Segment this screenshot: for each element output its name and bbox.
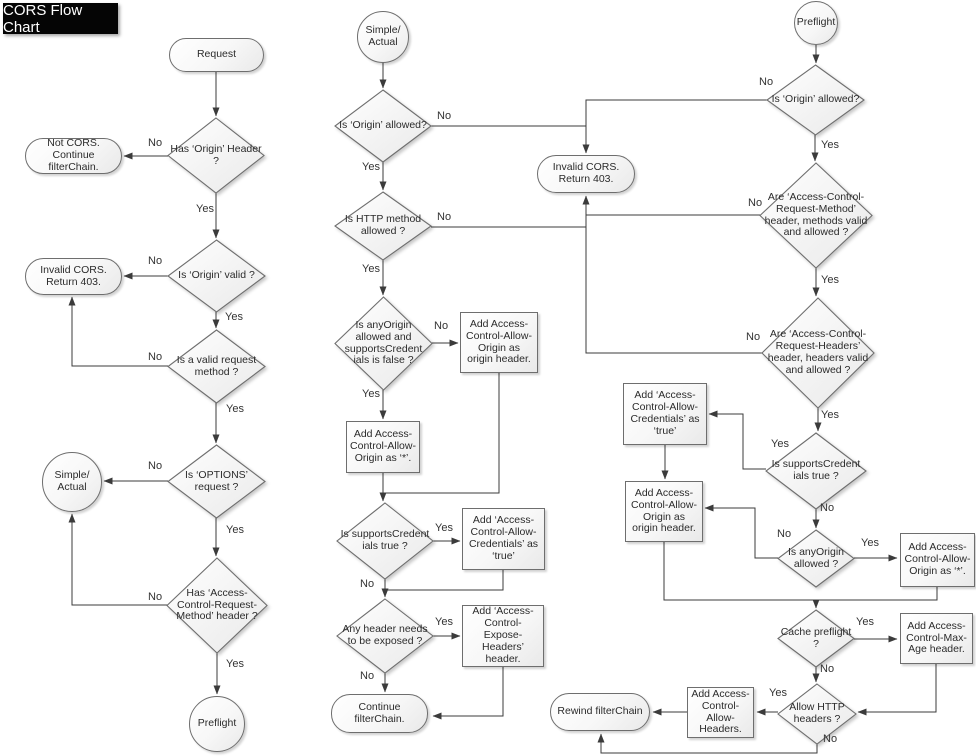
node-continue-filterchain [331,694,428,733]
branch-label-no-19: No [360,670,375,682]
branch-label-yes-1: Yes [196,203,214,215]
node-is-anyorigin-allowed-label: Is anyOrigin allowed ? [787,545,845,570]
node-add-acac-true-mid-label: Add ‘Access-Control-Allow-Credentials’ as ‘true’ [468,514,539,562]
node-add-acao-star-right [900,533,975,587]
connector-28 [433,667,503,716]
node-add-acao-star-right-label: Add Access-Control-Allow-Origin as ‘*’. [904,541,971,577]
node-add-allow-headers-label: Add Access-Control-Allow-Headers. [691,687,750,736]
branch-label-no-2: No [148,255,163,267]
branch-label-yes-26: Yes [771,438,789,450]
branch-label-no-14: No [434,320,449,332]
node-is-valid-request-method [168,330,265,403]
branch-label-yes-15: Yes [362,388,380,400]
node-has-origin-header-label: Has ‘Origin’ Header ? [170,142,262,167]
branch-label-yes-25: Yes [821,409,839,421]
node-not-cors-continue [25,138,122,174]
node-request [169,38,264,72]
node-add-acao-origin-mid-label: Add Access-Control-Allow-Origin as origin header. [466,317,532,366]
node-allow-http-headers-label: Allow HTTP headers ? [789,701,845,725]
node-is-origin-valid-label: Is ‘Origin’ valid ? [178,269,255,282]
branch-label-no-31: No [820,663,835,675]
node-add-acao-origin-mid [460,312,538,373]
node-is-http-method-allowed [335,192,431,260]
branch-label-no-12: No [437,211,452,223]
branch-label-yes-18: Yes [435,616,453,628]
node-add-acao-origin-right [625,481,703,542]
node-simple-actual-left-label: Simple/ Actual [54,469,90,493]
node-invalid-cors-mid-label: Invalid CORS. Return 403. [552,161,620,185]
node-add-allow-headers [687,687,754,738]
node-simple-actual-mid-label: Simple/ Actual [365,24,401,48]
branch-label-no-0: No [148,137,163,149]
branch-label-yes-32: Yes [769,687,787,699]
branch-label-yes-23: Yes [821,274,839,286]
node-add-acao-star-mid-label: Add Access-Control-Allow-Origin as ‘*’. [350,428,416,464]
node-cache-preflight [778,610,854,667]
node-is-origin-allowed-right-label: Is ‘Origin’ allowed? [771,93,860,106]
node-is-supportscred-true-mid [337,503,433,579]
node-add-acac-true-right [623,383,707,445]
node-is-origin-allowed-mid [335,90,431,162]
node-is-valid-request-method-label: Is a valid request method ? [176,353,257,378]
branch-label-no-10: No [437,110,452,122]
node-add-acac-true-mid [462,508,545,570]
connector-17 [586,196,762,353]
node-simple-actual-mid [357,11,409,63]
node-cache-preflight-label: Cache preflight ? [780,625,852,650]
branch-label-yes-29: Yes [861,537,879,549]
node-is-anyorigin-supportscred-false [335,297,432,390]
branch-label-no-22: No [748,197,763,209]
node-are-acrh-valid [762,298,874,408]
node-invalid-cors-mid [537,155,635,193]
node-preflight-left-label: Preflight [197,717,237,730]
node-preflight-right [794,1,838,45]
node-are-acrh-valid-label: Are ‘Access-Control-Request-Headers’ header, headers valid and allowed ? [767,328,869,376]
node-invalid-cors-left-label: Invalid CORS. Return 403. [40,263,107,288]
node-allow-http-headers [778,684,856,744]
connector-35 [705,508,778,558]
node-preflight-right-label: Preflight [796,16,836,29]
node-preflight-left [189,696,245,752]
branch-label-no-33: No [823,733,838,745]
connector-39 [816,587,937,600]
node-not-cors-continue-label: Not CORS. Continue filterChain. [47,137,100,173]
node-is-http-method-allowed-label: Is HTTP method allowed ? [344,213,422,237]
node-add-max-age-label: Add Access-Control-Max-Age header. [906,619,967,656]
node-has-origin-header [168,118,264,193]
node-is-options-request [168,445,265,518]
branch-label-no-28: No [777,528,792,540]
branch-label-yes-16: Yes [435,522,453,534]
node-continue-filterchain-label: Continue filterChain. [354,700,405,725]
branch-label-yes-9: Yes [226,658,244,670]
branch-label-no-20: No [759,76,774,88]
node-is-origin-allowed-right [767,65,864,135]
branch-label-yes-21: Yes [821,139,839,151]
node-simple-actual-left [42,452,102,512]
node-are-acrm-valid [760,163,872,268]
node-is-origin-valid [168,240,265,312]
node-is-options-request-label: Is ‘OPTIONS’ request ? [184,468,248,493]
branch-label-yes-30: Yes [856,616,874,628]
node-add-expose-headers-label: Add ‘Access-Control-Expose-Headers’ header. [472,605,534,665]
connector-33 [709,414,766,469]
node-add-max-age [900,613,973,664]
node-add-acao-star-mid [346,421,420,473]
node-invalid-cors-left [25,258,122,295]
branch-label-no-8: No [148,591,163,603]
node-request-label: Request [196,48,237,61]
branch-label-no-4: No [148,351,163,363]
branch-label-no-27: No [820,502,835,514]
connector-42 [858,664,936,712]
chart-title: CORS Flow Chart [3,3,118,34]
node-is-supportscred-true-right-label: Is supportsCredent ials true ? [771,458,861,482]
node-rewind-filterchain-label: Rewind filterChain [557,705,643,718]
branch-label-yes-3: Yes [225,311,243,323]
node-add-acao-origin-right-label: Add Access-Control-Allow-Origin as origin header. [631,486,697,535]
node-are-acrm-valid-label: Are ‘Access-Control-Request-Method’ header, methods valid and allowed ? [764,190,868,239]
node-any-header-exposed-label: Any header needs to be exposed ? [342,623,428,647]
node-is-anyorigin-supportscred-false-label: Is anyOrigin allowed and supportsCredent ials is false ? [344,318,423,367]
connector-13 [586,100,767,153]
branch-label-no-6: No [148,460,163,472]
branch-label-yes-13: Yes [362,263,380,275]
branch-label-no-17: No [360,578,375,590]
branch-label-yes-5: Yes [226,403,244,415]
branch-label-yes-11: Yes [362,161,380,173]
node-any-header-exposed [337,599,433,673]
node-has-acrm-header [167,558,267,653]
node-add-acac-true-right-label: Add ‘Access-Control-Allow-Credentials’ as ‘true’ [630,389,700,437]
node-has-acrm-header-label: Has ‘Access-Control-Request-Method’ header ? [176,586,258,623]
node-add-expose-headers [462,605,544,667]
node-is-origin-allowed-mid-label: Is ‘Origin’ allowed? [339,119,427,132]
branch-label-yes-7: Yes [226,524,244,536]
node-rewind-filterchain [550,693,650,731]
branch-label-no-24: No [746,331,761,343]
node-is-supportscred-true-mid-label: Is supportsCredent ials true ? [340,528,430,552]
